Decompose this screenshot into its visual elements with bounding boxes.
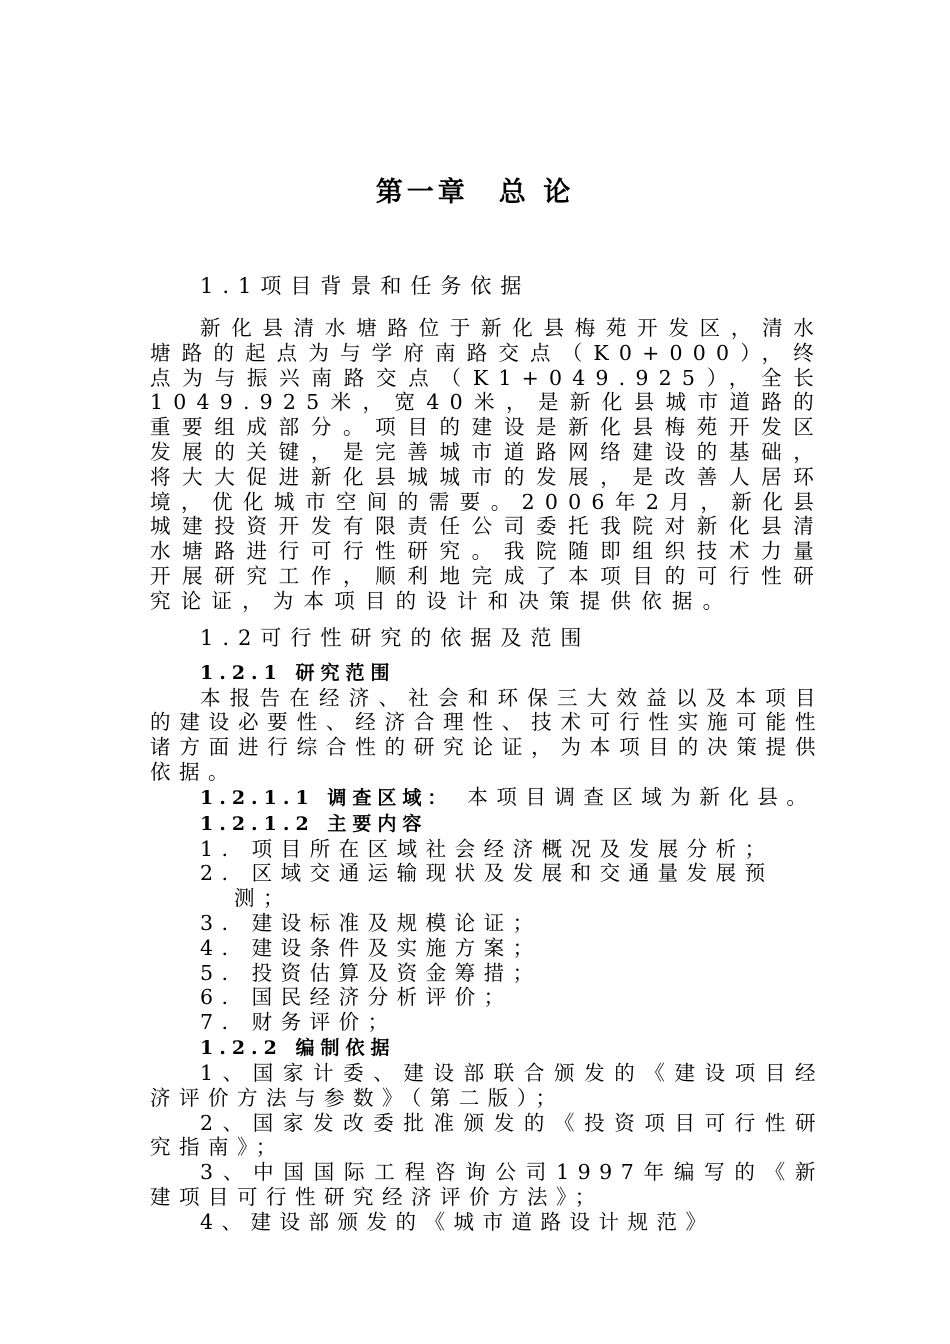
list-item: 3. 建设标准及规模论证； [200,910,542,935]
section-1-2-2-heading [150,1035,824,1061]
chapter-number: 第一章 [375,177,469,208]
section-number: 1.2.1.2 [200,812,315,835]
list-item: 4. 建设条件及实施方案； [200,935,542,960]
section-1-2-1-1-text: 本项目调查区域为新化县。 [467,784,816,809]
basis-item: 3、中国国际工程咨询公司1997年编写的《新建项目可行性研究经济评价方法》； [150,1160,824,1209]
section-1-1-heading [150,268,824,304]
list-item: 5. 投资估算及资金筹措； [200,960,542,985]
chapter-name: 总 论 [498,177,575,208]
section-title: 编制依据 [295,1036,396,1059]
section-1-1-paragraph: 新化县清水塘路位于新化县梅苑开发区，清水塘路的起点为与学府南路交点（K0+000），终点为与振兴南路交点（K1+049.925），全长1049.925米，宽40米，是新化县城市道路的重要组成部分。项目的建设是新化县梅苑开发区发展的关键，是完善城市道路网络建设的基础，将大大促进新化县城城市的发展，是改善人居环境，优化城市空间的需要。2006年2月，新化县城建投资开发有限责任公司委托我院对新化县清水塘路进行可行性研究。我院随即组织技术力量开展研究工作，顺利地完成了本项目的可行性研究论证，为本项目的设计和决策提供依据。 [150,316,824,613]
section-1-2-1-paragraph: 本报告在经济、社会和环保三大效益以及本项目的建设必要性、经济合理性、技术可行性实施可能性诸方面进行综合性的研究论证，为本项目的决策提供依据。 [150,685,824,784]
section-title: 调查区域： [327,786,453,809]
chapter-title [0,170,950,209]
list-item: 7. 财务评价； [200,1010,397,1035]
basis-item: 4、建设部颁发的《城市道路设计规范》 [200,1209,715,1234]
section-title: 主要内容 [327,812,428,835]
basis-item: 1、国家计委、建设部联合颁发的《建设项目经济评价方法与参数》（第二版）； [150,1060,824,1110]
section-title: 项目背景和任务依据 [260,274,531,298]
section-1-2-1-heading [150,660,824,686]
list-item: 2. 区域交通运输现状及发展和交通量发展预测； [200,861,774,911]
section-number: 1.2 [200,625,261,650]
section-title: 研究范围 [295,661,396,684]
section-1-2-1-1-heading [200,787,452,809]
section-number: 1.2.1 [200,661,283,684]
document-body [150,268,824,1235]
list-item: 6. 国民经济分析评价； [200,985,513,1010]
section-1-2-heading [150,620,824,656]
basis-item: 2、国家发改委批准颁发的《投资项目可行性研究指南》； [150,1110,824,1160]
section-title: 可行性研究的依据及范围 [260,625,591,650]
section-number: 1.2.1.1 [200,786,315,809]
section-number: 1.1 [200,274,261,298]
main-contents-list [150,837,824,1035]
section-1-2-1-1 [150,785,824,811]
list-item: 1. 项目所在区域社会经济概况及发展分析； [200,836,774,861]
section-1-2-1-2-heading [150,811,824,837]
section-number: 1.2.2 [200,1036,283,1059]
